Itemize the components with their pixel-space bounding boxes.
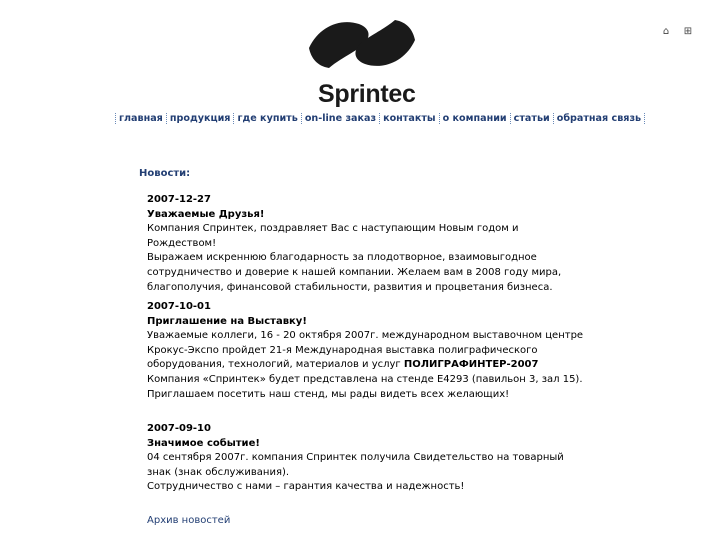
news-text-part: Уважаемые коллеги, 16 - 20 октября 2007г. международном выставочном центре Крокус-Экспо пройдет 21-я Международная выставка полиграфического оборудования, технологий, материалов и услуг — [147, 330, 584, 371]
nav-item-feedback[interactable]: обратная связь — [556, 113, 642, 124]
news-text: Сотрудничество с нами – гарантия качества и надежность! — [147, 481, 465, 493]
sitemap-icon[interactable]: ⊞ — [683, 26, 693, 37]
brand-name[interactable]: Sprintec — [318, 80, 416, 108]
news-item — [147, 300, 587, 402]
nav-separator — [233, 113, 234, 124]
main-nav — [112, 112, 642, 125]
nav-separator — [439, 113, 440, 124]
nav-separator — [115, 113, 116, 124]
news-heading: Уважаемые Друзья! — [147, 208, 265, 220]
news-title: Новости: — [139, 168, 191, 179]
nav-separator — [301, 113, 302, 124]
logo-icon[interactable] — [307, 18, 417, 70]
news-text: Выражаем искреннюю благодарность за плодотворное, взаимовыгодное сотрудничество и доверие к нашей компании. Желаем вам в 2008 году мира, благополучия, финансовой стабильности, развития и процветания бизнеса. — [147, 252, 562, 293]
nav-separator — [644, 113, 645, 124]
news-date: 2007-09-10 — [147, 423, 211, 434]
news-text: Компания «Спринтек» будет представлена на стенде E4293 (павильон 3, зал 15). — [147, 373, 583, 385]
news-text: Компания Спринтек, поздравляет Вас с наступающим Новым годом и Рождеством! — [147, 223, 519, 249]
news-text-bold: ПОЛИГРАФИНТЕР-2007 — [403, 359, 539, 371]
nav-separator — [510, 113, 511, 124]
nav-item-about[interactable]: о компании — [442, 113, 507, 124]
nav-item-online-order[interactable]: on-line заказ — [304, 113, 377, 124]
news-heading: Значимое событие! — [147, 437, 260, 449]
nav-item-products[interactable]: продукция — [169, 113, 231, 124]
news-text: Приглашаем посетить наш стенд, мы рады видеть всех желающих! — [147, 388, 510, 400]
news-heading: Приглашение на Выставку! — [147, 315, 307, 327]
nav-separator — [553, 113, 554, 124]
nav-separator — [166, 113, 167, 124]
nav-item-where-to-buy[interactable]: где купить — [237, 113, 298, 124]
top-icons — [660, 26, 694, 38]
nav-item-articles[interactable]: статьи — [513, 113, 550, 124]
nav-item-home[interactable]: главная — [119, 113, 163, 124]
news-date: 2007-12-27 — [147, 194, 211, 205]
news-item — [147, 422, 587, 495]
news-item — [147, 193, 587, 295]
news-archive-link[interactable]: Архив новостей — [147, 515, 231, 526]
news-text: 04 сентября 2007г. компания Спринтек получила Свидетельство на товарный знак (знак обслуживания). — [147, 452, 564, 478]
news-text — [147, 329, 587, 373]
home-icon[interactable]: ⌂ — [662, 26, 670, 37]
news-date: 2007-10-01 — [147, 301, 211, 312]
nav-item-contacts[interactable]: контакты — [383, 113, 436, 124]
nav-separator — [379, 113, 380, 124]
